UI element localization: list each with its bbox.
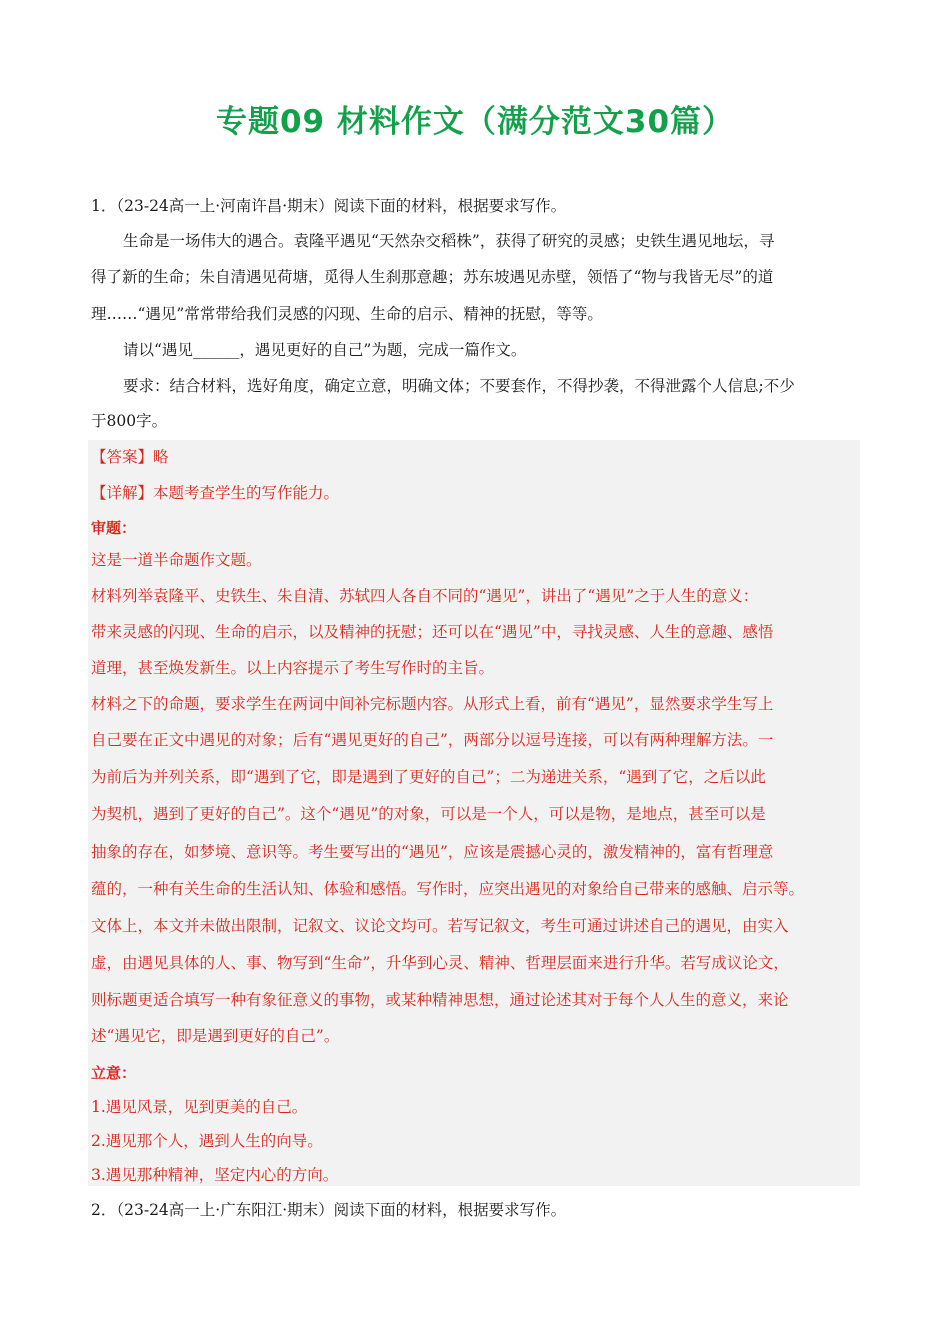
detail-line: 【详解】本题考查学生的写作能力。 — [91, 484, 340, 502]
answer-line: 【答案】略 — [91, 448, 169, 466]
analysis-line-7: 为前后为并列关系，即“遇到了它，即是遇到了更好的自己”；二为递进关系，“遇到了它，之后以此 — [91, 768, 766, 786]
analysis-line-11: 文体上，本文并未做出限制，记叙文、议论文均可。若写记叙文，考生可通过讲述自己的遇见，由实入 — [91, 917, 789, 935]
analysis-line-1: 这是一道半命题作文题。 — [91, 551, 262, 569]
idea-item-3: 3.遇见那种精神，坚定内心的方向。 — [91, 1166, 339, 1184]
idea-item-1: 1.遇见风景，见到更美的自己。 — [91, 1098, 308, 1116]
question-1-header: 1．（23-24高一上·河南许昌·期末）阅读下面的材料，根据要求写作。 — [91, 197, 567, 215]
liyi-label: 立意： — [91, 1064, 137, 1082]
analysis-line-3: 带来灵感的闪现、生命的启示，以及精神的抚慰；还可以在“遇见”中，寻找灵感、人生的意趣、感悟 — [91, 623, 774, 641]
page-title: 专题09 材料作文（满分范文30篇） — [215, 104, 735, 140]
analysis-line-5: 材料之下的命题，要求学生在两词中间补完标题内容。从形式上看，前有“遇见”，显然要求学生写上 — [91, 695, 774, 713]
shenti-label: 审题： — [91, 519, 137, 537]
analysis-line-13: 则标题更适合填写一种有象征意义的事物，或某种精神思想，通过论述其对于每个人人生的意义，来论 — [91, 991, 789, 1009]
material-line-2: 得了新的生命；朱自清遇见荷塘，觅得人生刹那意趣；苏东坡遇见赤壁，领悟了“物与我皆无尽”的道 — [91, 268, 774, 286]
requirement-line-2: 于800字。 — [91, 412, 168, 430]
analysis-line-10: 蕴的，一种有关生命的生活认知、体验和感悟。写作时，应突出遇见的对象给自己带来的感触、启示等。 — [91, 880, 805, 898]
requirement-line-1: 要求：结合材料，选好角度，确定立意，明确文体；不要套作，不得抄袭，不得泄露个人信息;不少 — [123, 377, 795, 395]
analysis-line-2: 材料列举袁隆平、史铁生、朱自清、苏轼四人各自不同的“遇见”，讲出了“遇见”之于人生的意义： — [91, 587, 759, 605]
analysis-line-12: 虚，由遇见具体的人、事、物写到“生命”，升华到心灵、精神、哲理层面来进行升华。若写成议论文， — [91, 954, 789, 972]
material-line-3: 理……“遇见”常常带给我们灵感的闪现、生命的启示、精神的抚慰，等等。 — [91, 305, 603, 323]
analysis-line-14: 述“遇见它，即是遇到更好的自己”。 — [91, 1027, 340, 1045]
material-line-1: 生命是一场伟大的遇合。袁隆平遇见“天然杂交稻株”，获得了研究的灵感；史铁生遇见地坛，寻 — [123, 232, 775, 250]
analysis-line-6: 自己要在正文中遇见的对象；后有“遇见更好的自己”，两部分以逗号连接，可以有两种理解方法。一 — [91, 731, 774, 749]
idea-item-2: 2.遇见那个人，遇到人生的向导。 — [91, 1132, 323, 1150]
analysis-line-9: 抽象的存在，如梦境、意识等。考生要写出的“遇见”，应该是震撼心灵的，激发精神的，富有哲理意 — [91, 843, 774, 861]
essay-prompt: 请以“遇见______，遇见更好的自己”为题，完成一篇作文。 — [123, 341, 527, 359]
analysis-line-8: 为契机，遇到了更好的自己”。这个“遇见”的对象，可以是一个人，可以是物，是地点，甚至可以是 — [91, 805, 766, 823]
analysis-line-4: 道理，甚至焕发新生。以上内容提示了考生写作时的主旨。 — [91, 659, 495, 677]
question-2-header: 2．（23-24高一上·广东阳江·期末）阅读下面的材料，根据要求写作。 — [91, 1201, 567, 1219]
